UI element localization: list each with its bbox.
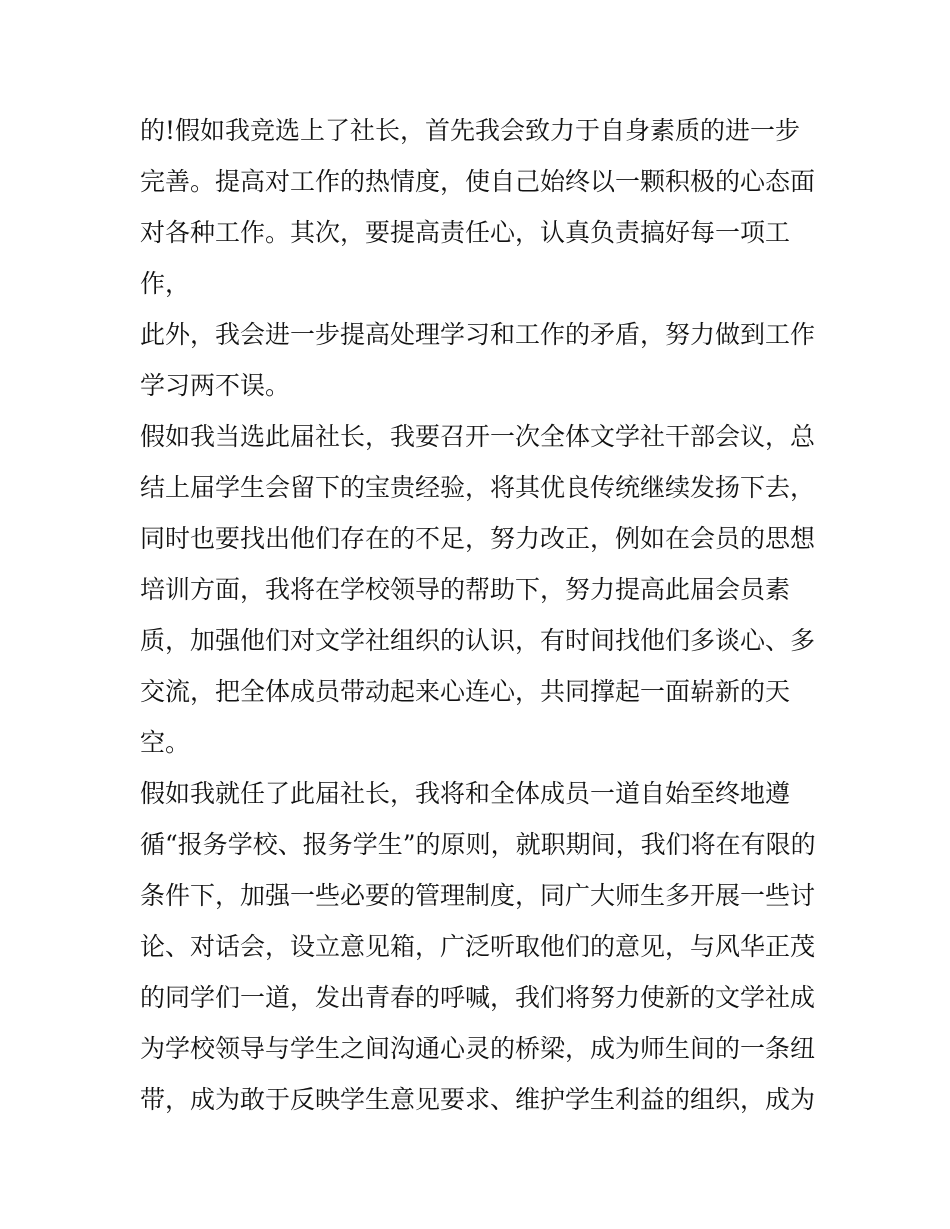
text-line: 对各种工作。其次，要提高责任心，认真负责搞好每一项工 bbox=[140, 218, 791, 247]
text-line: 条件下，加强一些必要的管理制度，同广大师生多开展一些讨 bbox=[140, 881, 816, 910]
text-line: 结上届学生会留下的宝贵经验，将其优良传统继续发扬下去， bbox=[140, 473, 816, 502]
text-line: 同时也要找出他们存在的不足，努力改正，例如在会员的思想 bbox=[140, 524, 816, 553]
text-line: 质，加强他们对文学社组织的认识，有时间找他们多谈心、多 bbox=[140, 626, 816, 655]
text-line: 作， bbox=[140, 269, 191, 298]
text-line: 论、对话会，设立意见箱，广泛听取他们的意见，与风华正茂 bbox=[140, 932, 816, 961]
body-text bbox=[140, 105, 840, 1125]
text-line: 培训方面，我将在学校领导的帮助下，努力提高此届会员素 bbox=[140, 575, 791, 604]
text-line: 假如我当选此届社长，我要召开一次全体文学社干部会议，总 bbox=[140, 422, 816, 451]
text-line: 空。 bbox=[140, 728, 191, 757]
text-line: 的!假如我竞选上了社长，首先我会致力于自身素质的进一步 bbox=[140, 116, 801, 145]
text-line: 带，成为敢于反映学生意见要求、维护学生利益的组织，成为 bbox=[140, 1085, 816, 1114]
text-line: 此外，我会进一步提高处理学习和工作的矛盾，努力做到工作 bbox=[140, 320, 816, 349]
text-line: 学习两不误。 bbox=[140, 371, 291, 400]
text-line: 假如我就任了此届社长，我将和全体成员一道自始至终地遵 bbox=[140, 779, 791, 808]
text-line: 的同学们一道，发出青春的呼喊，我们将努力使新的文学社成 bbox=[140, 983, 816, 1012]
text-line: 完善。提高对工作的热情度，使自己始终以一颗积极的心态面 bbox=[140, 167, 816, 196]
text-line: 为学校领导与学生之间沟通心灵的桥梁，成为师生间的一条纽 bbox=[140, 1034, 816, 1063]
text-line: 交流，把全体成员带动起来心连心，共同撑起一面崭新的天 bbox=[140, 677, 791, 706]
text-line: 循“报务学校、报务学生”的原则，就职期间，我们将在有限的 bbox=[140, 830, 816, 859]
